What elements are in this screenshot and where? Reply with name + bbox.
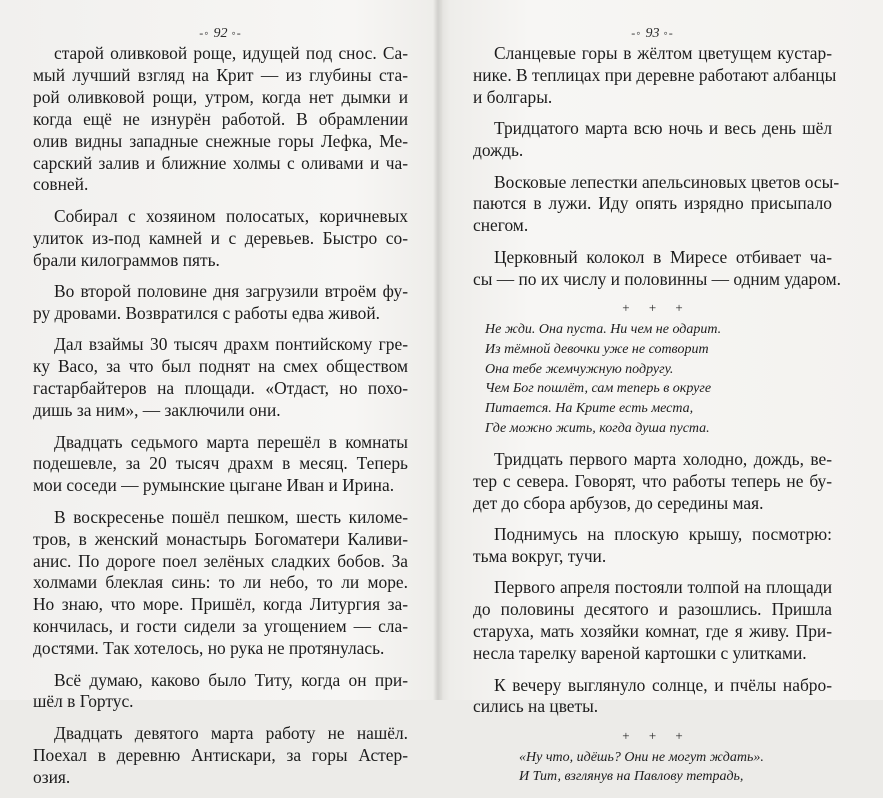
text-line: дет до сбора арбузов, до середины мая. (473, 492, 764, 513)
text-line: ку Васо, за что был поднят на смех обществом (33, 356, 408, 377)
text-line: дождь. (473, 140, 524, 161)
paragraph (33, 432, 408, 498)
paragraph (473, 577, 832, 665)
text-line: Тридцатого марта всю ночь и весь день шёл (494, 118, 832, 139)
poem-line: Чем Бог пошлёт, сам теперь в округе (485, 381, 712, 397)
text-line: брали килограммов пять. (33, 249, 220, 270)
text-line: паются в лужи. Иду опять изрядно присыпало (473, 193, 832, 214)
poem-line: Она тебе жемчужную подругу. (485, 361, 674, 377)
poem-line: Где можно жить, когда душа пуста. (485, 421, 710, 437)
text-line: гастарбайтеров на площади. «Отдаст, но похо- (33, 378, 408, 399)
text-line: холмами блеклая синь: то ли небо, то ли море. (33, 572, 408, 593)
text-line: снегом. (473, 215, 529, 236)
text-line: Первого апреля постояли толпой на площади (494, 577, 832, 598)
book-gutter (433, 0, 443, 700)
text-line: Но знаю, что море. Пришёл, когда Литургия за- (33, 594, 408, 615)
text-line: К вечеру выглянуло солнце, и пчёлы набро- (494, 674, 832, 695)
paragraph (473, 449, 832, 515)
page-number-left: -◦ 92 ◦- (199, 26, 242, 41)
text-line: анис. По дороге поел зелёных сладких бобов. За (33, 550, 408, 571)
text-line: сарский залив и ближние холмы с оливами и ча- (33, 152, 408, 173)
paragraph (33, 507, 408, 660)
paragraph (33, 281, 408, 325)
epigraph-line: И Тит, взглянув на Павлову тетрадь, (519, 768, 744, 784)
paragraph (473, 171, 840, 238)
text-line: Двадцать девятого марта работу не нашёл. (54, 722, 408, 743)
text-line: мый лучший взгляд на Крит — из глубины ста- (33, 64, 408, 85)
text-line: до половины десятого и разошлись. Пришла (473, 599, 832, 620)
text-line: Во второй половине дня загрузили втроём фу- (54, 281, 408, 302)
paragraph (33, 206, 408, 272)
text-line: старуха, мать хозяйки комнат, где я живу. При- (473, 621, 832, 642)
paragraph (33, 670, 408, 714)
paragraph (33, 334, 408, 422)
text-line: старой оливковой роще, идущей под снос. Са- (54, 43, 408, 63)
text-line: совней. (33, 174, 89, 195)
text-line: олив видны западные снежные горы Лефка, Ме- (33, 130, 408, 151)
paragraph (473, 43, 837, 109)
text-line: кончилась, и гости сидели за угощением — сла- (33, 616, 408, 637)
text-line: достями. Так хотелось, но рука не протянулась. (33, 638, 385, 659)
right-page (473, 0, 841, 784)
text-line: тров, в женский монастырь Богоматери Каливи- (33, 528, 408, 549)
text-line: когда ещё не изнурён работой. В обрамлении (33, 108, 408, 129)
right-page-text (473, 43, 841, 786)
text-line: шёл в Гортус. (33, 691, 134, 712)
text-line: сились на цветы. (473, 696, 599, 717)
text-line: В воскресенье пошёл пешком, шесть киломе- (54, 506, 408, 527)
paragraph (473, 524, 832, 568)
paragraph (33, 43, 408, 196)
poem-line: Из тёмной девочки уже не сотворит (485, 341, 709, 357)
text-line: тьма вокруг, тучи. (473, 545, 607, 566)
paragraph (473, 675, 832, 719)
epigraph-line: «Ну что, идёшь? Они не могут ждать». (519, 749, 764, 765)
left-page (33, 0, 408, 787)
paragraph (473, 246, 841, 291)
text-line: нике. В теплицах при деревне работают албанцы (473, 64, 837, 85)
text-line: ру дровами. Возвратился с работы едва живой. (33, 302, 381, 323)
text-line: Поехал в деревню Антискари, за горы Астер- (33, 744, 408, 765)
text-line: мои соседи — румынские цыгане Иван и Ирина. (33, 475, 395, 496)
page-number-right: -◦ 93 ◦- (631, 26, 674, 41)
paragraph (33, 723, 408, 789)
text-line: и болгары. (473, 86, 553, 107)
text-line: рой оливковой рощи, утром, когда нет дымки и (33, 86, 408, 107)
text-line: Всё думаю, каково было Титу, когда он при- (54, 669, 408, 690)
poem-line: Питается. На Крите есть места, (485, 401, 694, 417)
text-line: Дал взаймы 30 тысяч драхм понтийскому гре- (54, 334, 408, 355)
text-line: Сланцевые горы в жёлтом цветущем кустар- (494, 43, 832, 63)
text-line: улиток из-под камней и с деревьев. Быстро со- (33, 227, 408, 248)
text-line: Собирал с хозяином полосатых, коричневых (54, 205, 408, 226)
text-line: сы — по их числу и половинны — одним ударом. (473, 268, 841, 289)
right-paragraphs-bottom (473, 449, 832, 718)
text-line: Двадцать седьмого марта перешёл в комнаты (54, 431, 408, 452)
text-line: озия. (33, 766, 71, 787)
epigraph (473, 748, 832, 786)
paragraph (473, 118, 832, 162)
text-line: тер с севера. Говорят, что работы теперь не бу- (473, 470, 832, 491)
text-line: Церковный колокол в Миресе отбивает ча- (494, 246, 832, 267)
poem-line: Не жди. Она пуста. Ни чем не одарит. (485, 322, 722, 338)
section-separator: + + + (622, 727, 691, 743)
text-line: Поднимусь на плоскую крышу, посмотрю: (494, 524, 832, 545)
section-separator: + + + (622, 300, 691, 316)
text-line: Восковые лепестки апельсиновых цветов осы- (494, 171, 840, 192)
text-line: подешевле, за 20 тысяч драхм в месяц. Теперь (33, 453, 408, 474)
left-page-text (33, 43, 408, 798)
poem (485, 320, 832, 439)
text-line: Тридцать первого марта холодно, дождь, ве- (494, 448, 832, 469)
text-line: несла тарелку вареной картошки с улитками. (473, 643, 807, 664)
right-paragraphs-top (473, 43, 841, 291)
text-line: дишь за ним», — заключили они. (33, 400, 281, 421)
